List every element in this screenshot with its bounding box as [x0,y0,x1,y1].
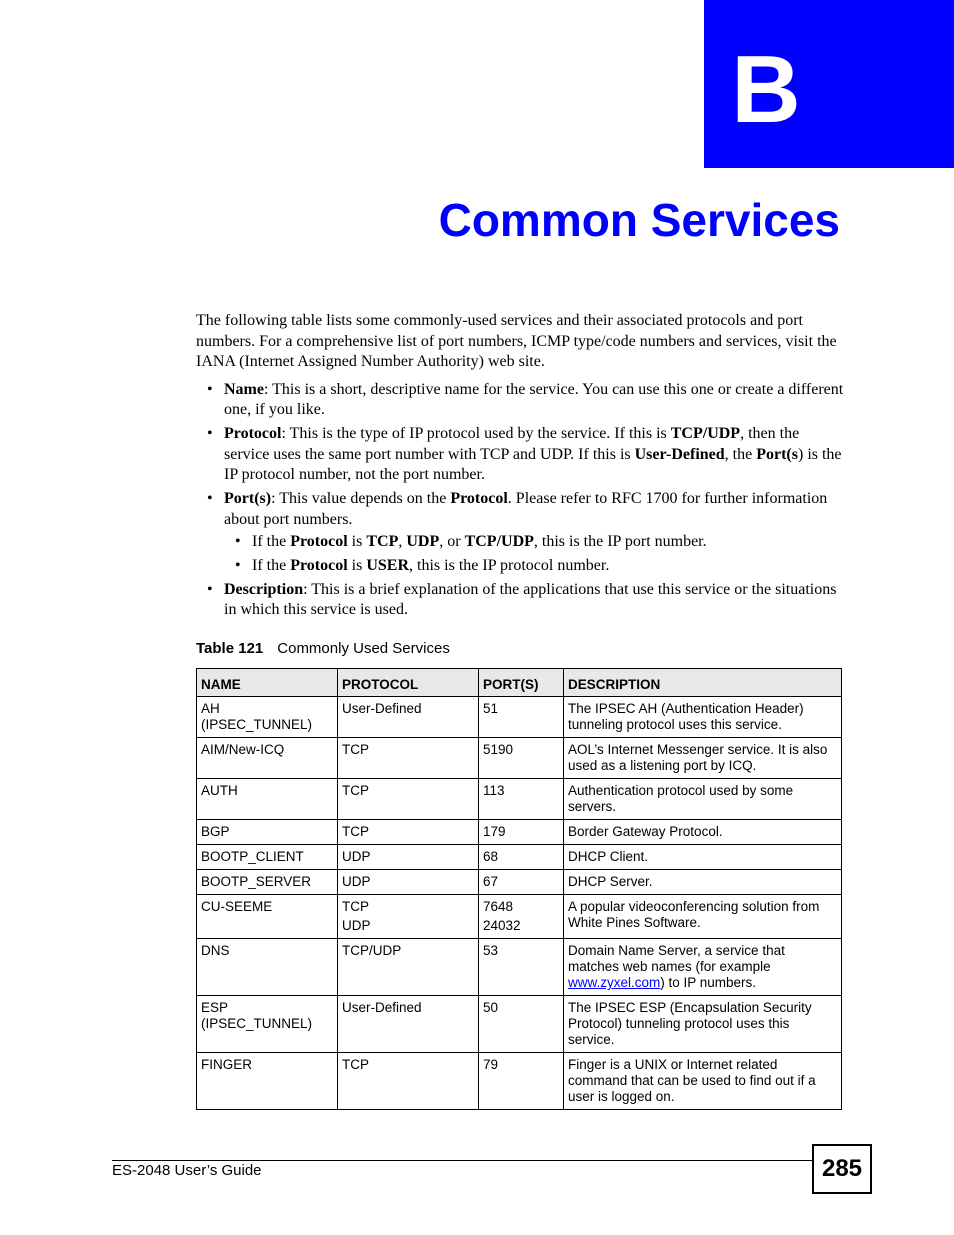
cell-protocol: User-Defined [338,697,479,738]
cell-name: BOOTP_SERVER [197,870,338,895]
cell-description: Border Gateway Protocol. [564,820,842,845]
header-ports: PORT(S) [479,669,564,697]
cell-ports: 179 [479,820,564,845]
cell-description: DHCP Client. [564,845,842,870]
bullet-name: • Name: This is a short, descriptive name for the service. You can use this one or create a different one, if you like. [196,380,844,421]
footer-divider [112,1160,812,1161]
cell-name: ESP (IPSEC_TUNNEL) [197,996,338,1053]
header-description: DESCRIPTION [564,669,842,697]
cell-ports: 67 [479,870,564,895]
cell-name: AH (IPSEC_TUNNEL) [197,697,338,738]
port-value: 24032 [483,918,521,933]
cell-protocol: TCP [338,738,479,779]
sub-bullet-protocol-number: • If the Protocol is USER, this is the IP protocol number. [224,556,844,577]
cell-ports: 53 [479,939,564,996]
cell-name: BOOTP_CLIENT [197,845,338,870]
table-row [197,738,842,779]
table-row [197,895,842,939]
cell-protocol [338,895,479,939]
cell-description: Authentication protocol used by some servers. [564,779,842,820]
port-value: 7648 [483,899,514,914]
cell-description: Finger is a UNIX or Internet related command that can be used to find out if a user is logged on. [564,1053,842,1110]
cell-ports: 50 [479,996,564,1053]
page-number: 285 [812,1144,872,1194]
cell-name: FINGER [197,1053,338,1110]
protocol-value: UDP [342,918,371,933]
cell-protocol: UDP [338,870,479,895]
footer-guide-title: ES-2048 User’s Guide [112,1162,262,1179]
cell-description: DHCP Server. [564,870,842,895]
cell-protocol: TCP/UDP [338,939,479,996]
appendix-tab [704,0,954,168]
cell-protocol: TCP [338,1053,479,1110]
cell-description: AOL’s Internet Messenger service. It is also used as a listening port by ICQ. [564,738,842,779]
zyxel-link[interactable]: www.zyxel.com [568,975,661,990]
cell-name: CU-SEEME [197,895,338,939]
cell-description: The IPSEC ESP (Encapsulation Security Protocol) tunneling protocol uses this service. [564,996,842,1053]
table-title: Commonly Used Services [277,640,450,657]
bullet-ports: • Port(s): This value depends on the Protocol. Please refer to RFC 1700 for further information about port numbers. • If the Protocol is TCP, UDP, or TCP/UDP, this is the IP port number. • If the Protocol is USER, this is the IP protocol number. [196,489,844,576]
cell-ports [479,895,564,939]
table-header-row [197,669,842,697]
table-row [197,697,842,738]
services-table [196,668,842,1110]
cell-description: A popular videoconferencing solution from White Pines Software. [564,895,842,939]
field-list [196,380,844,621]
table-number: Table 121 [196,640,264,657]
header-protocol: PROTOCOL [338,669,479,697]
table-row [197,779,842,820]
appendix-letter: B [731,36,801,143]
table-row [197,845,842,870]
cell-name: BGP [197,820,338,845]
page-title: Common Services [438,194,840,246]
cell-protocol: User-Defined [338,996,479,1053]
header-name: NAME [197,669,338,697]
table-row [197,939,842,996]
cell-name: AUTH [197,779,338,820]
sub-bullet-port-number: • If the Protocol is TCP, UDP, or TCP/UDP, this is the IP port number. [224,532,844,553]
table-row [197,820,842,845]
cell-name: AIM/New-ICQ [197,738,338,779]
cell-ports: 79 [479,1053,564,1110]
table-row [197,1053,842,1110]
cell-ports: 68 [479,845,564,870]
intro-paragraph: The following table lists some commonly-used services and their associated protocols and port numbers. For a comprehensive list of port numbers, ICMP type/code numbers and services, visit the IANA (Internet Assigned Number Authority) web site. [196,312,837,370]
cell-description: The IPSEC AH (Authentication Header) tunneling protocol uses this service. [564,697,842,738]
cell-protocol: TCP [338,779,479,820]
bullet-protocol: • Protocol: This is the type of IP protocol used by the service. If this is TCP/UDP, then the service uses the same port number with TCP and UDP. If this is User-Defined, the Port(s) is the IP protocol number, not the port number. [196,424,844,486]
cell-ports: 5190 [479,738,564,779]
cell-description: Domain Name Server, a service that matches web names (for example www.zyxel.com) to IP numbers. [564,939,842,996]
cell-ports: 113 [479,779,564,820]
table-row [197,870,842,895]
cell-protocol: UDP [338,845,479,870]
table-caption [196,640,450,657]
body-text [196,311,844,624]
table-row [197,996,842,1053]
cell-protocol: TCP [338,820,479,845]
bullet-description: • Description: This is a brief explanation of the applications that use this service or the situations in which this service is used. [196,580,844,621]
cell-ports: 51 [479,697,564,738]
cell-name: DNS [197,939,338,996]
ports-sublist [224,532,844,576]
protocol-value: TCP [342,899,369,914]
